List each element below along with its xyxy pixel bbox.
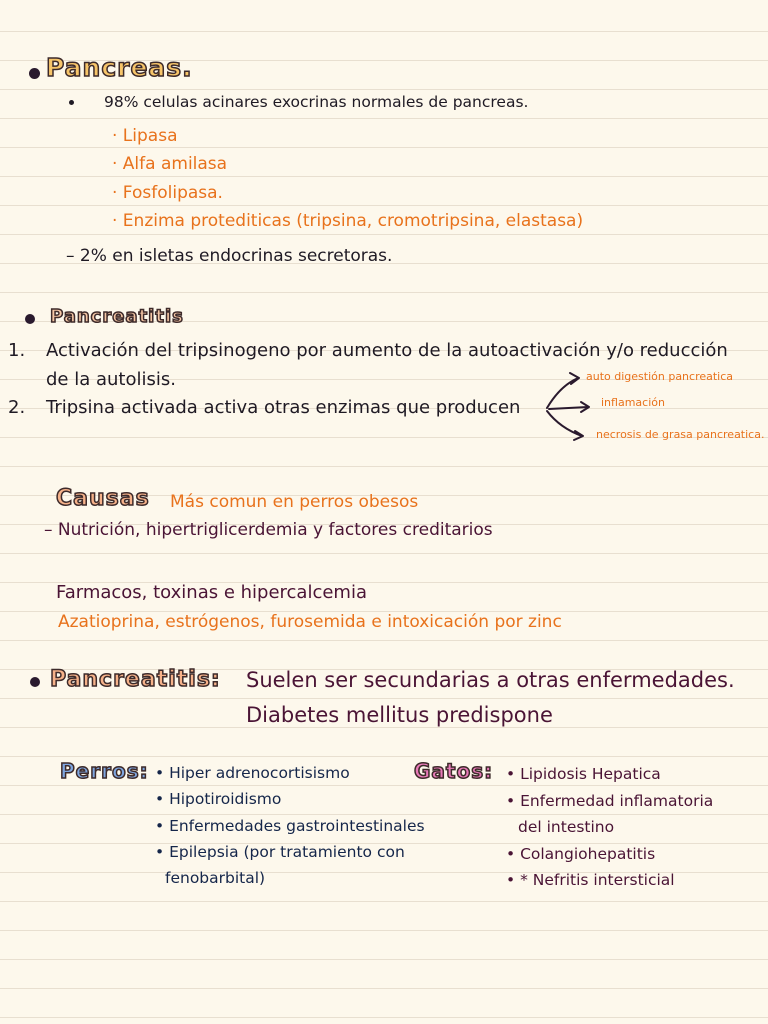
item2-number: 2. — [8, 397, 26, 418]
section1-heading: Pancreas. — [46, 53, 193, 82]
arrow-up — [547, 378, 578, 408]
enzyme-item: · Lipasa — [112, 126, 178, 146]
causas-line1: – Nutrición, hipertriglicerdemia y factores creditarios — [44, 520, 493, 540]
enzyme-item: · Fosfolipasa. — [112, 183, 223, 203]
section3-heading: Pancreatitis: — [50, 667, 221, 692]
perros-item-continued: fenobarbital) — [165, 869, 266, 887]
gatos-item-continued: del intestino — [518, 818, 615, 836]
item1-number: 1. — [8, 340, 26, 361]
section1-bullet — [29, 68, 40, 79]
perros-item: • Epilepsia (por tratamiento con — [155, 843, 405, 861]
acinar-line: 98% celulas acinares exocrinas normales de pancreas. — [104, 93, 529, 111]
enzyme-item: · Alfa amilasa — [112, 154, 228, 174]
section3-line1: Suelen ser secundarias a otras enfermedades. — [246, 668, 735, 692]
perros-heading: Perros: — [60, 759, 149, 783]
effect-inflammation: inflamación — [601, 396, 665, 409]
enzyme-item: · Enzima protediticas (tripsina, cromotripsina, elastasa) — [112, 211, 584, 231]
gatos-item: • Enfermedad inflamatoria — [506, 792, 714, 810]
line1-bullet — [69, 100, 74, 105]
endocrine-line: – 2% en isletas endocrinas secretoras. — [66, 246, 393, 266]
arrow-mid — [549, 407, 588, 409]
section2-heading: Pancreatitis — [50, 306, 184, 327]
gatos-heading: Gatos: — [414, 759, 494, 783]
causas-line3: Azatioprina, estrógenos, furosemida e intoxicación por zinc — [58, 612, 562, 632]
gatos-item: • Colangiohepatitis — [506, 845, 656, 863]
item1-line1: Activación del tripsinogeno por aumento de la autoactivación y/o reducción — [46, 340, 728, 361]
item1-line2: de la autolisis. — [46, 369, 176, 390]
causas-heading: Causas — [56, 486, 150, 511]
causas-line2: Farmacos, toxinas e hipercalcemia — [56, 582, 367, 603]
section2-bullet — [25, 314, 35, 324]
perros-item: • Hiper adrenocortisismo — [155, 764, 350, 782]
arrow-down — [547, 411, 582, 436]
perros-item: • Enfermedades gastrointestinales — [155, 817, 425, 835]
item2-text: Tripsina activada activa otras enzimas que producen — [46, 397, 521, 418]
section3-line2: Diabetes mellitus predispone — [246, 703, 553, 727]
perros-item: • Hipotiroidismo — [155, 790, 282, 808]
section3-bullet — [30, 677, 40, 687]
gatos-item: • * Nefritis intersticial — [506, 871, 675, 889]
causas-subtitle: Más comun en perros obesos — [170, 492, 419, 512]
gatos-item: • Lipidosis Hepatica — [506, 765, 661, 783]
effect-autodigestion: auto digestión pancreatica — [586, 370, 734, 383]
effect-fat-necrosis: necrosis de grasa pancreatica. — [596, 428, 765, 441]
